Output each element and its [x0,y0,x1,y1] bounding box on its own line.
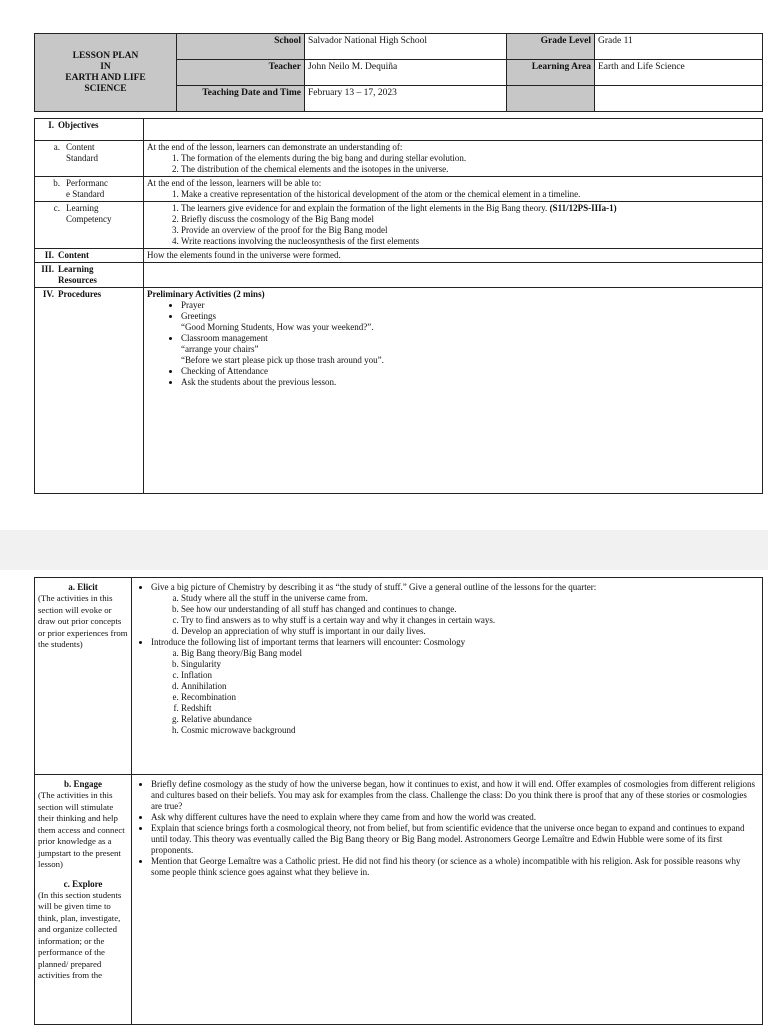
list-item: b. See how our understanding of all stuff has changed and continues to change. [181,604,759,615]
list-item: 2. The distribution of the chemical elements and the isotopes in the universe. [181,164,759,175]
learning-competency-text [144,202,763,249]
explore-title: c. Explore [63,878,103,889]
learning-resources-empty [144,263,763,288]
learning-area-label: Learning Area [507,60,595,86]
content-heading: II. Content [35,249,144,263]
list-item: a. Study where all the stuff in the universe came from. [181,593,759,604]
list-item: 1. Make a creative representation of the historical development of the atom or the chemical element in a timeline. [181,189,759,200]
list-item: • Prayer [181,300,759,311]
teacher-value: John Neilo M. Dequiña [305,60,507,86]
content-standard-text: At the end of the lesson, learners can demonstrate an understanding of: 1. The formation of the elements during the big bang and during stellar evolution. 2. The distribution of the chemical elements and the isotopes in the universe. [144,141,763,177]
list-item: b. Singularity [181,659,759,670]
lesson-header-table [34,33,763,112]
elicit-description: (The activities in this section will evoke or draw out prior concepts or prior experiences from the students) [38,593,128,649]
list-item: c. Try to find answers as to why stuff is a certain way and why it changes in certain ways. [181,615,759,626]
teacher-label: Teacher [177,60,305,86]
list-item: • Explain that science brings forth a cosmological theory, not from belief, but from scientific evidence that the universe once began to expand and continues to expand until today. This theory was eventually called the Big Bang theory or Big Bang model. Astronomers George Lemaître and Edwin Hubble were some of its first proponents. [151,823,759,856]
elicit-label-cell [35,578,132,775]
engage-explore-label-cell [35,775,132,1025]
empty-cell [595,86,763,112]
list-item: • Give a big picture of Chemistry by describing it as “the study of stuff.” Give a general outline of the lessons for the quarter: a. Study where all the stuff in the universe came from. b. See how our understanding of all stuff has changed and continues to change. c. Try to find answers as to why stuff is a certain way and why it changes in certain ways. d. Develop an appreciation of why stuff is important in our daily lives. [151,582,759,637]
competency-code: (S11/12PS-IIIa-1) [549,203,617,213]
grade-label: Grade Level [507,34,595,60]
list-item: c. Inflation [181,670,759,681]
list-item: f. Redshift [181,703,759,714]
procedures-continued-table [34,577,763,1025]
content-text: How the elements found in the universe were formed. [144,249,763,263]
lesson-body-table [34,118,763,494]
list-item: • Briefly define cosmology as the study of how the universe began, how it continues to exist, and how it will end. Offer examples of cosmologies from different religions and cultures based on their beliefs. You may ask for examples from the class. Challenge the class: Do you think there is proof that any of these stories or cosmologies are true? [151,779,759,812]
learning-resources-heading: III. Learning Resources [35,263,144,288]
engage-description: (The activities in this section will stimulate their thinking and help them access and connect prior knowledge as a jumpstart to the present lesson) [38,790,125,869]
engage-title: b. Engage [63,779,102,789]
procedures-heading: IV. Procedures [35,288,144,494]
list-item: 1. The formation of the elements during the big bang and during stellar evolution. [181,153,759,164]
performance-standard-label: b. Performanc e Standard [35,177,144,202]
teaching-date-value: February 13 – 17, 2023 [305,86,507,112]
elicit-title: a. Elicit [68,582,98,592]
engage-content [132,775,763,1025]
list-item: 3. Provide an overview of the proof for the Big Bang model [181,225,759,236]
list-item: d. Develop an appreciation of why stuff is important in our daily lives. [181,626,759,637]
performance-standard-text: At the end of the lesson, learners will be able to: 1. Make a creative representation of the historical development of the atom or the chemical element in a timeline. [144,177,763,202]
learning-area-value: Earth and Life Science [595,60,763,86]
lesson-plan-title: LESSON PLAN IN EARTH AND LIFE SCIENCE [35,34,177,112]
list-item: • Ask the students about the previous lesson. [181,377,759,388]
school-value: Salvador National High School [305,34,507,60]
grade-value: Grade 11 [595,34,763,60]
objectives-heading: I. Objectives [35,119,144,141]
procedures-text [144,288,763,494]
list-item: • Mention that George Lemaître was a Catholic priest. He did not find his theory (or science as a whole) incompatible with his religion. Ask for possible reasons why some people think science goes against what they believe in. [151,856,759,878]
school-label: School [177,34,305,60]
list-item: a. Big Bang theory/Big Bang model [181,648,759,659]
list-item: • Greetings “Good Morning Students, How was your weekend?”. [181,311,759,333]
list-item: e. Recombination [181,692,759,703]
preliminary-activities-heading: Preliminary Activities (2 mins) [147,289,265,299]
page-gap [0,530,768,570]
list-item: 2. Briefly discuss the cosmology of the Big Bang model [181,214,759,225]
learning-competency-label: c. Learning Competency [35,202,144,249]
list-item: 4. Write reactions involving the nucleosynthesis of the first elements [181,236,759,247]
teaching-date-label: Teaching Date and Time [177,86,305,112]
elicit-content [132,578,763,775]
list-item: • Checking of Attendance [181,366,759,377]
empty-gray-cell [507,86,595,112]
objectives-empty [144,119,763,141]
list-item: 1. The learners give evidence for and explain the formation of the light elements in the Big Bang theory. (S11/12PS-IIIa-1) [181,203,759,214]
list-item: h. Cosmic microwave background [181,725,759,736]
list-item: d. Annihilation [181,681,759,692]
list-item: • Classroom management “arrange your chairs” “Before we start please pick up those trash around you”. [181,333,759,366]
content-standard-label: a. Content Standard [35,141,144,177]
list-item: • Ask why different cultures have the need to explain where they came from and how the world was created. [151,812,759,823]
list-item: g. Relative abundance [181,714,759,725]
explore-description: (In this section students will be given time to think, plan, investigate, and organize collected information; or the performance of the planned/ prepared activities from the [38,889,122,980]
list-item: • Introduce the following list of important terms that learners will encounter: Cosmology a. Big Bang theory/Big Bang model b. Singularity c. Inflation d. Annihilation e. Recombination f. Redshift g. Relative abundance h. Cosmic microwave background [151,637,759,736]
